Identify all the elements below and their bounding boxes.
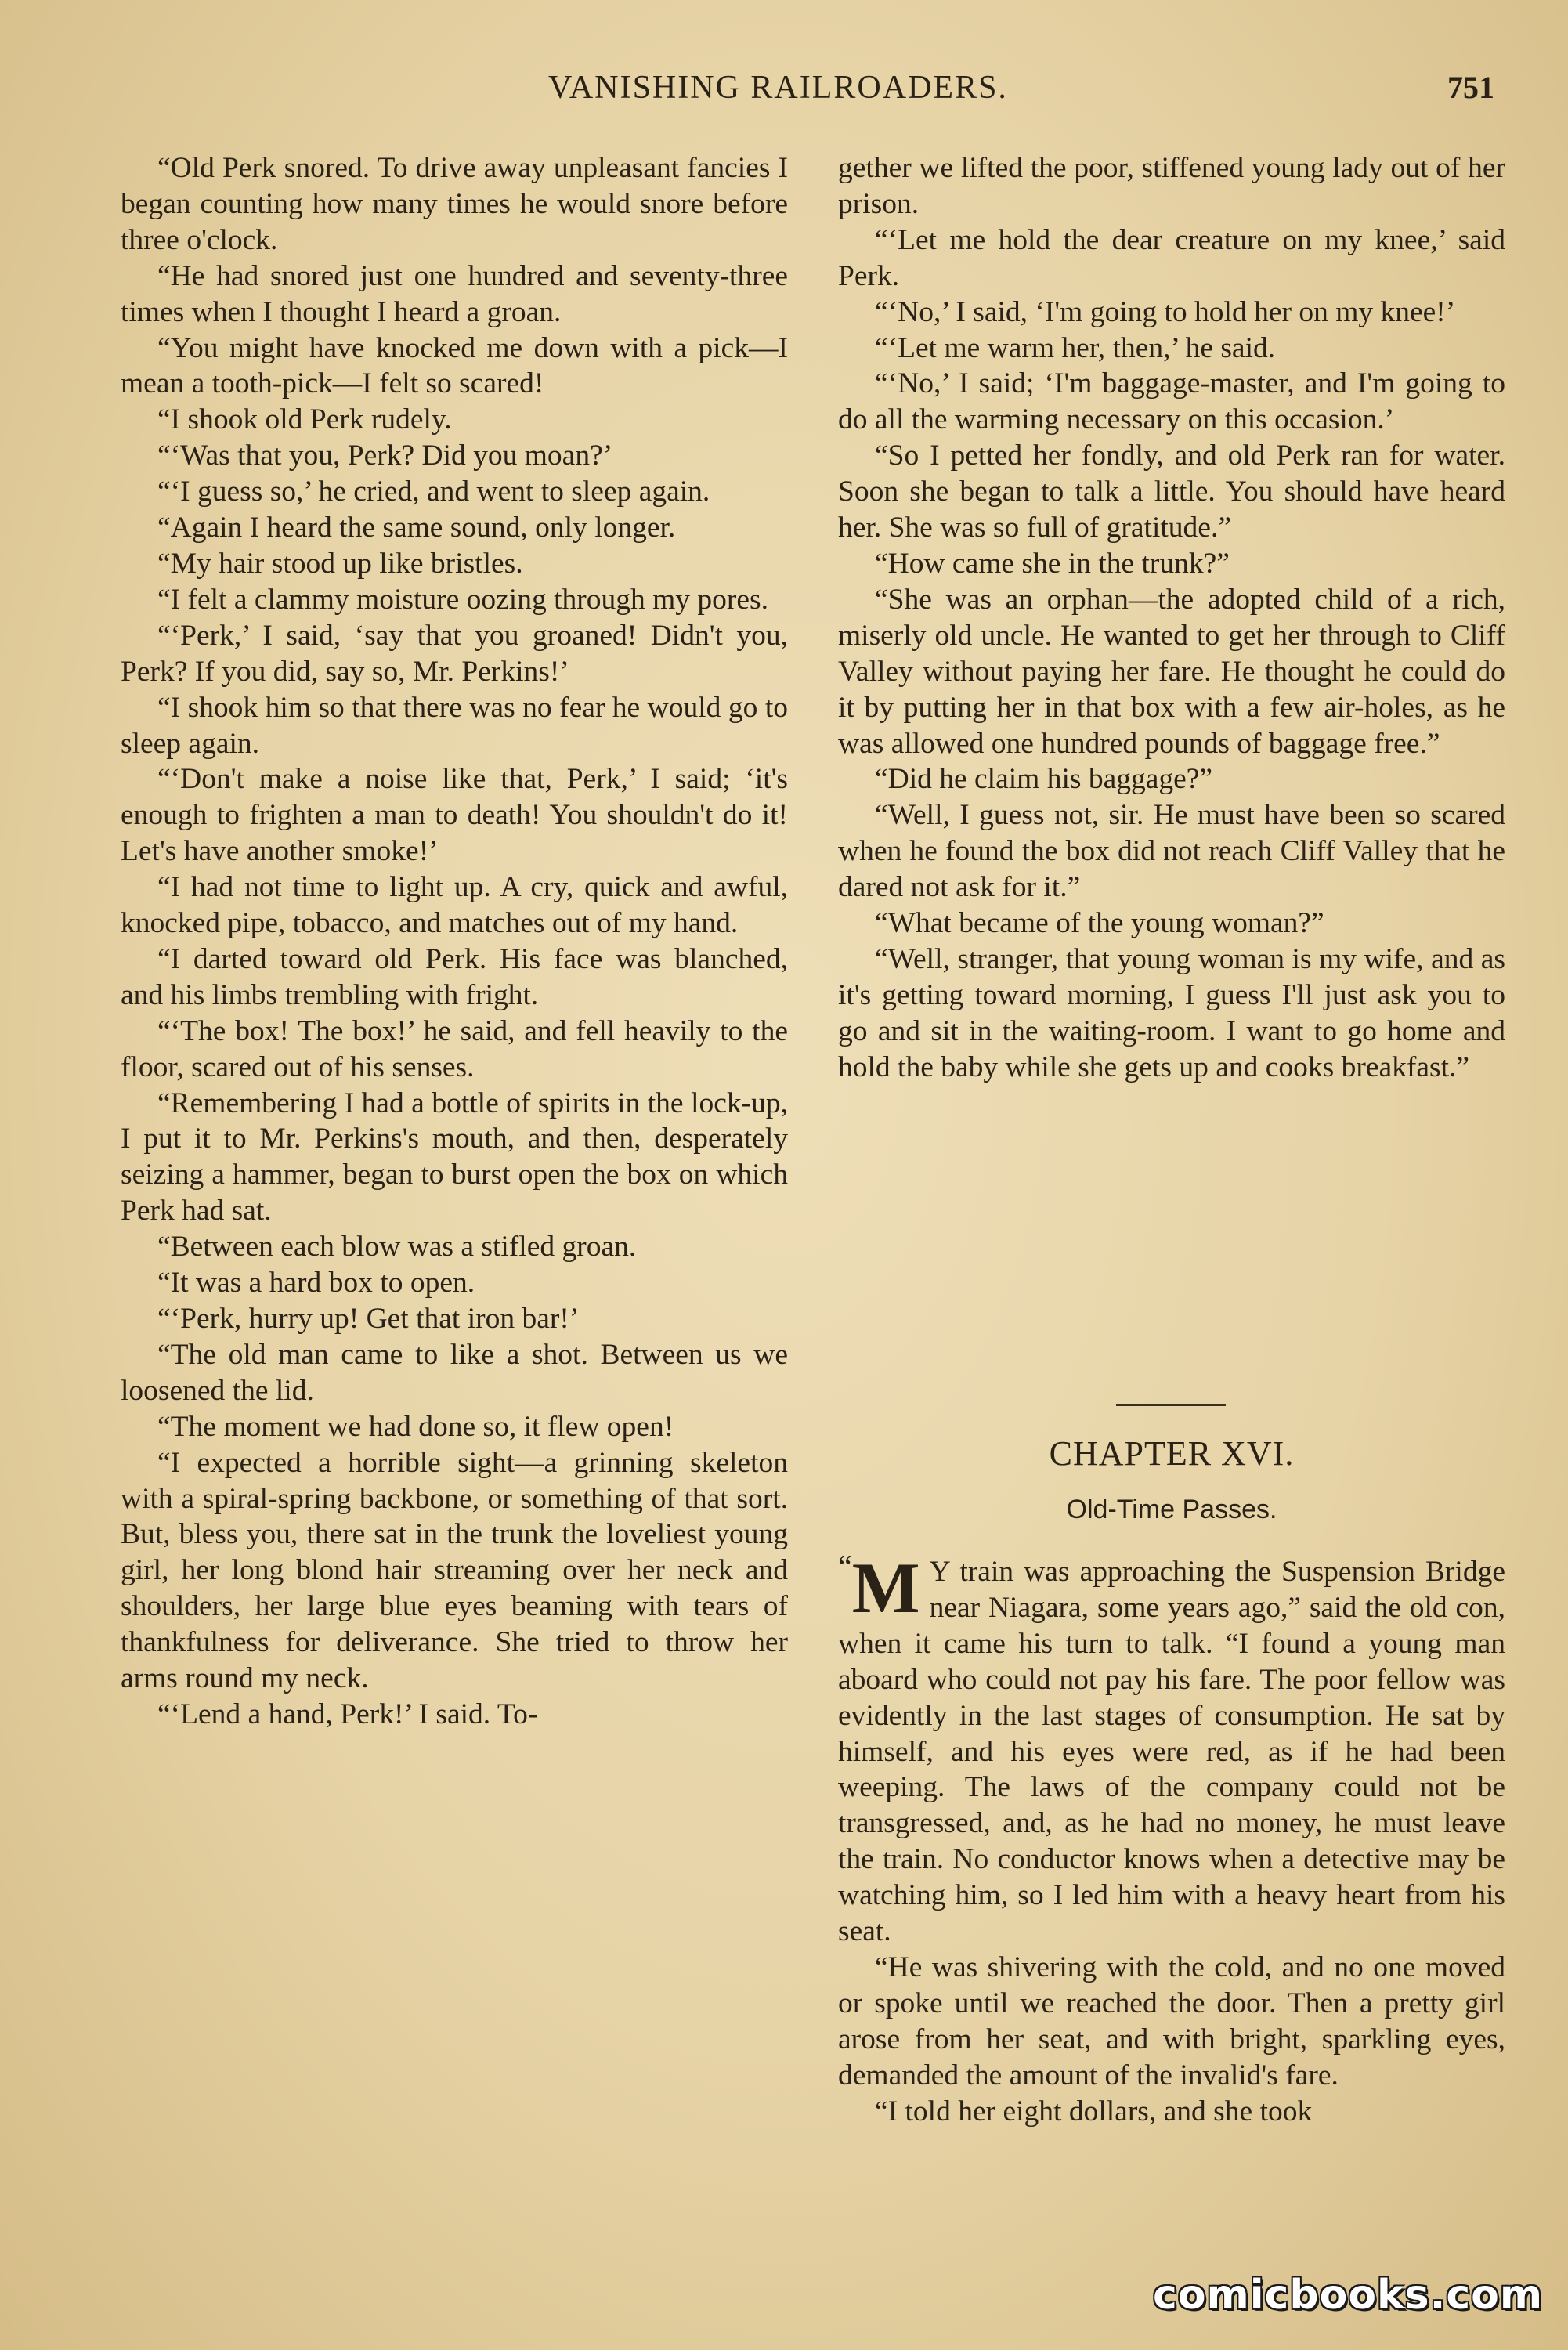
- paragraph: “‘Lend a hand, Perk!’ I said. To-: [157, 1697, 538, 1730]
- paragraph: “My hair stood up like bristles.: [157, 547, 523, 580]
- paragraph: “I felt a clammy moisture oozing through my pores.: [157, 583, 769, 616]
- paragraph: “So I petted her fondly, and old Perk ran for water. Soon she began to talk a little. You should have heard her. She was so full of gratitude.”: [838, 439, 1505, 544]
- paragraph: “I had not time to light up. A cry, quick and awful, knocked pipe, tobacco, and matches out of my hand.: [121, 871, 788, 940]
- paragraph: “‘No,’ I said, ‘I'm going to hold her on my knee!’: [875, 295, 1456, 328]
- chapter-subtitle: Old-Time Passes.: [1066, 1495, 1277, 1524]
- chapter-opening-paragraph: [838, 1548, 1505, 1950]
- paragraph: “‘No,’ I said; ‘I'm baggage-master, and I'm going to do all the warming necessary on this occasion.’: [838, 367, 1505, 436]
- paragraph: “How came she in the trunk?”: [875, 547, 1230, 580]
- running-title: VANISHING RAILROADERS.: [548, 70, 1008, 106]
- paragraph: “‘The box! The box!’ he said, and fell heavily to the floor, scared out of his senses.: [121, 1014, 788, 1083]
- paragraph: “He was shivering with the cold, and no one moved or spoke until we reached the door. Then a pretty girl arose from her seat, and with bright, sparkling eyes, demanded the amount of the invalid's fare.: [838, 1950, 1505, 2092]
- paragraph: “I shook old Perk rudely.: [157, 403, 452, 436]
- paragraph: “Between each blow was a stifled groan.: [157, 1231, 637, 1264]
- paragraph: “‘Perk, hurry up! Get that iron bar!’: [157, 1303, 580, 1335]
- paragraph: “I told her eight dollars, and she took: [875, 2095, 1313, 2128]
- paragraph: “‘I guess so,’ he cried, and went to sleep again.: [157, 475, 710, 508]
- paragraph: “What became of the young woman?”: [875, 907, 1324, 940]
- page-header: [0, 69, 1568, 116]
- opening-quote-mark: “: [838, 1549, 852, 1584]
- paragraph: “I expected a horrible sight—a grinning skeleton with a spiral-spring backbone, or something of that sort. But, bless you, there sat in the trunk the loveliest young girl, her long blond hair streaming over her neck and shoulders, her large blue eyes beaming with tears of thankfulness for deliverance. She tried to throw her arms round my neck.: [121, 1446, 788, 1695]
- paragraph: “It was a hard box to open.: [157, 1267, 475, 1300]
- paragraph: “‘Don't make a noise like that, Perk,’ I said; ‘it's enough to frighten a man to death! You shouldn't do it! Let's have another smoke!’: [121, 763, 788, 868]
- paragraph: “Well, stranger, that young woman is my wife, and as it's getting toward morning, I guess I'll just ask you to go and sit in the waiting-room. I want to go home and hold the baby while she gets up and cooks breakfast.”: [838, 942, 1505, 1083]
- paragraph: “Old Perk snored. To drive away unpleasant fancies I began counting how many times he would snore before three o'clock.: [121, 152, 788, 256]
- page-number: 751: [1447, 70, 1494, 105]
- paragraph: “‘Let me warm her, then,’ he said.: [875, 331, 1276, 364]
- paragraph: “‘Let me hold the dear creature on my knee,’ said Perk.: [838, 223, 1505, 292]
- paragraph: “‘Perk,’ I said, ‘say that you groaned! Didn't you, Perk? If you did, say so, Mr. Perkins!’: [121, 619, 788, 688]
- chapter-body: [838, 1548, 1505, 2130]
- paragraph: “You might have knocked me down with a pick—I mean a tooth-pick—I felt so scared!: [121, 331, 788, 400]
- paragraph: “He had snored just one hundred and seventy-three times when I thought I heard a groan.: [121, 259, 788, 328]
- paragraph: “The moment we had done so, it flew open!: [157, 1410, 674, 1443]
- paragraph: “Remembering I had a bottle of spirits in the lock-up, I put it to Mr. Perkins's mouth, and then, desperately seizing a hammer, began to burst open the box on which Perk had sat.: [121, 1086, 788, 1227]
- paragraph: “The old man came to like a shot. Between us we loosened the lid.: [121, 1338, 788, 1407]
- paragraph: “I shook him so that there was no fear he would go to sleep again.: [121, 691, 788, 760]
- paragraph: “Did he claim his baggage?”: [875, 763, 1213, 796]
- chapter-heading: CHAPTER XVI.: [1049, 1434, 1295, 1473]
- right-column: [838, 150, 1505, 1086]
- paragraph: “I darted toward old Perk. His face was blanched, and his limbs trembling with fright.: [121, 942, 788, 1011]
- left-column: [121, 150, 788, 1733]
- paragraph: “Again I heard the same sound, only longer.: [157, 512, 676, 544]
- paragraph: “She was an orphan—the adopted child of a rich, miserly old uncle. He wanted to get her through to Cliff Valley without paying her fare. He thought he could do it by putting her in that box with a few air-holes, as he was allowed one hundred pounds of baggage free.”: [838, 583, 1505, 760]
- continued-paragraph: gether we lifted the poor, stiffened young lady out of her prison.: [838, 152, 1505, 220]
- watermark: comicbooks.com: [1153, 2272, 1544, 2319]
- drop-cap: M: [851, 1548, 920, 1628]
- opening-text: Y train was approaching the Suspension Bridge near Niagara, some years ago,” said the old con, when it came his turn to talk. “I found a young man aboard who could not pay his fare. The poor fellow was evidently in the last stages of consumption. He sat by himself, and his eyes were red, as if he had been weeping. The laws of the company could not be transgressed, and, as he had no money, he must leave the train. No conductor knows when a detective may be watching him, so I led him with a heavy heart from his seat.: [838, 1556, 1505, 1948]
- section-divider: [1116, 1404, 1226, 1406]
- paragraph: “Well, I guess not, sir. He must have been so scared when he found the box did not reach Cliff Valley that he dared not ask for it.”: [838, 799, 1505, 904]
- paragraph: “‘Was that you, Perk? Did you moan?’: [157, 439, 613, 472]
